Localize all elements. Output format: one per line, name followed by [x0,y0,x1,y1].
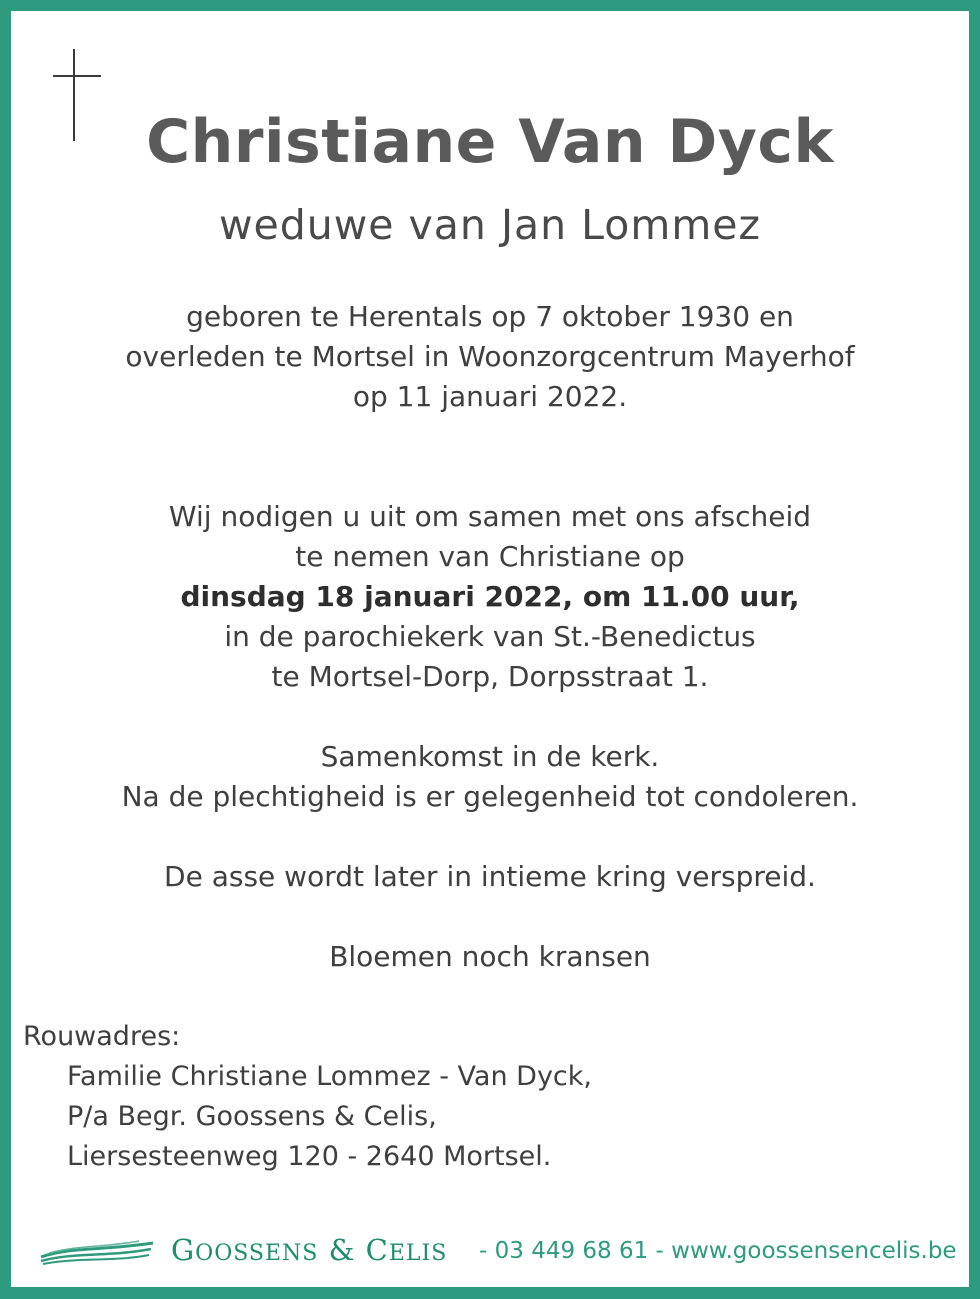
birth-death-block [11,297,969,417]
invitation-line-1: Wij nodigen u uit om samen met ons afscheid [168,500,812,533]
address-line-2: P/a Begr. Goossens & Celis, [67,1101,437,1132]
death-line: overleden te Mortsel in Woonzorgcentrum Mayerhof [125,340,855,373]
mourning-address [23,1017,592,1177]
gathering-block [11,737,969,817]
ceremony-date-time: dinsdag 18 januari 2022, om 11.00 uur, [180,580,800,613]
ashes-note: De asse wordt later in intieme kring verspreid. [164,860,816,893]
address-line-3: Liersesteenweg 120 - 2640 Mortsel. [67,1141,552,1172]
invitation-location: te Mortsel-Dorp, Dorpsstraat 1. [271,660,709,693]
address-line-1: Familie Christiane Lommez - Van Dyck, [67,1061,592,1092]
death-date-line: op 11 januari 2022. [352,380,628,413]
address-label: Rouwadres: [23,1021,181,1052]
funeral-home-footer [39,1229,959,1279]
invitation-line-2: te nemen van Christiane op [295,540,685,573]
gathering-line-1: Samenkomst in de kerk. [320,740,660,773]
invitation-block [11,497,969,697]
brand-name: GOOSSENS & CELIS [171,1233,448,1267]
contact-info: - 03 449 68 61 - www.goossensencelis.be [479,1238,957,1264]
invitation-church: in de parochiekerk van St.-Benedictus [224,620,756,653]
widow-subtitle: weduwe van Jan Lommez [218,201,762,249]
wave-logo-icon [39,1237,155,1267]
gathering-line-2: Na de plechtigheid is er gelegenheid tot condoleren. [121,780,859,813]
flowers-note: Bloemen noch kransen [329,940,651,973]
deceased-name: Christiane Van Dyck [146,107,834,177]
birth-line: geboren te Herentals op 7 oktober 1930 en [186,300,794,333]
obituary-card [11,11,969,1287]
